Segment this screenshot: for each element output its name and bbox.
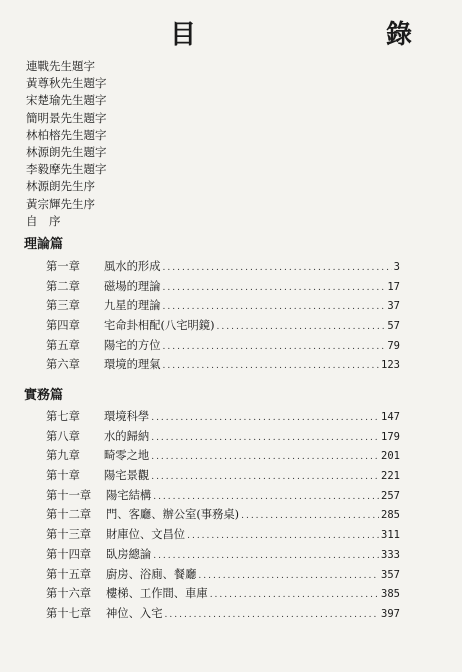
- page-number: 285: [381, 509, 400, 522]
- chapter-number: 第十一章: [46, 488, 92, 502]
- toc-entry[interactable]: [46, 506, 400, 526]
- toc-entry[interactable]: [46, 297, 400, 317]
- leader-dots: [163, 263, 392, 273]
- page-number: 201: [381, 450, 400, 463]
- toc-entry[interactable]: [46, 605, 400, 625]
- page-number: 79: [387, 339, 400, 352]
- chapter-number: 第十五章: [46, 567, 92, 581]
- chapter-title: 九星的理論: [104, 299, 161, 313]
- front-matter-item: 林柏榕先生題字: [26, 127, 107, 142]
- toc-entry[interactable]: [46, 258, 400, 278]
- chapter-number: 第六章: [46, 358, 80, 372]
- page-number: 257: [381, 489, 400, 502]
- page-number: 357: [381, 568, 400, 581]
- page-number: 333: [381, 548, 400, 561]
- leader-dots: [151, 472, 379, 482]
- chapter-number: 第十四章: [46, 547, 92, 561]
- leader-dots: [151, 433, 379, 443]
- leader-dots: [153, 492, 379, 502]
- toc-entry[interactable]: [46, 467, 400, 487]
- chapter-number: 第十章: [46, 469, 80, 483]
- leader-dots: [163, 342, 386, 352]
- chapter-number: 第三章: [46, 299, 80, 313]
- leader-dots: [151, 413, 379, 423]
- leader-dots: [151, 452, 379, 462]
- toc-entry[interactable]: [46, 546, 400, 566]
- chapter-title: 樓梯、工作間、車庫: [106, 587, 208, 601]
- toc-entry[interactable]: [46, 278, 400, 298]
- front-matter-item: 林源朗先生序: [26, 179, 95, 194]
- chapter-title: 神位、入宅: [106, 606, 163, 620]
- page-number: 221: [381, 470, 400, 483]
- leader-dots: [198, 571, 379, 581]
- front-matter-item: 自 序: [26, 213, 61, 228]
- page-number: 37: [387, 300, 400, 313]
- page-number: 147: [381, 411, 400, 423]
- chapter-title: 環境的理氣: [104, 358, 161, 372]
- page-title: 目 錄: [170, 20, 459, 50]
- chapter-title: 臥房總論: [106, 547, 152, 561]
- page-number: 123: [381, 359, 400, 372]
- chapter-title: 畸零之地: [104, 449, 150, 463]
- toc-entry[interactable]: [46, 566, 400, 586]
- chapter-number: 第十七章: [46, 606, 92, 620]
- chapter-title: 磁場的理論: [104, 279, 161, 293]
- page-number: 17: [387, 280, 400, 293]
- leader-dots: [153, 551, 379, 561]
- section-heading-theory: 理論篇: [24, 237, 64, 252]
- toc-list-theory: [46, 258, 400, 376]
- page-number: 57: [387, 320, 400, 333]
- toc-entry[interactable]: [46, 487, 400, 507]
- chapter-number: 第七章: [46, 410, 80, 423]
- front-matter-item: 簡明景先生題字: [26, 110, 107, 125]
- page-number: 397: [381, 607, 400, 620]
- front-matter-item: 黃宗輝先生序: [26, 196, 95, 211]
- toc-entry[interactable]: [46, 585, 400, 605]
- toc-entry[interactable]: [46, 337, 400, 357]
- chapter-number: 第四章: [46, 319, 80, 333]
- chapter-number: 第十二章: [46, 508, 92, 522]
- chapter-title: 風水的形成: [104, 260, 161, 273]
- page-number: 179: [381, 430, 400, 443]
- chapter-title: 陽宅結構: [106, 488, 152, 502]
- front-matter-item: 黃尊秋先生題字: [26, 76, 107, 91]
- chapter-title: 陽宅的方位: [104, 338, 161, 352]
- leader-dots: [187, 531, 379, 541]
- chapter-title: 環境科學: [104, 410, 150, 423]
- chapter-title: 陽宅景觀: [104, 469, 150, 483]
- toc-entry[interactable]: [46, 408, 400, 428]
- chapter-number: 第十三章: [46, 528, 92, 542]
- chapter-number: 第二章: [46, 279, 80, 293]
- front-matter-item: 李毅摩先生題字: [26, 162, 107, 177]
- chapter-title: 廚房、浴廁、餐廳: [106, 567, 197, 581]
- page-number: 3: [393, 261, 400, 273]
- chapter-title: 宅命卦相配(八宅明鏡): [104, 319, 215, 333]
- toc-entry[interactable]: [46, 317, 400, 337]
- front-matter-list: [26, 58, 107, 230]
- chapter-number: 第十六章: [46, 587, 92, 601]
- chapter-number: 第一章: [46, 260, 80, 273]
- chapter-number: 第五章: [46, 338, 80, 352]
- toc-entry[interactable]: [46, 428, 400, 448]
- front-matter-item: 林源朗先生題字: [26, 145, 107, 160]
- toc-entry[interactable]: [46, 447, 400, 467]
- chapter-number: 第八章: [46, 429, 80, 443]
- leader-dots: [165, 610, 380, 620]
- leader-dots: [217, 322, 386, 332]
- chapter-title: 門、客廳、辦公室(事務桌): [106, 508, 240, 522]
- chapter-number: 第九章: [46, 449, 80, 463]
- page-number: 311: [381, 529, 400, 542]
- front-matter-item: 宋楚瑜先生題字: [26, 93, 107, 108]
- section-heading-practice: 實務篇: [24, 388, 64, 403]
- leader-dots: [210, 590, 379, 600]
- page-number: 385: [381, 588, 400, 601]
- leader-dots: [163, 361, 380, 371]
- chapter-title: 水的歸納: [104, 429, 150, 443]
- toc-list-practice: [46, 408, 400, 625]
- leader-dots: [163, 283, 386, 293]
- leader-dots: [163, 302, 386, 312]
- toc-entry[interactable]: [46, 356, 400, 376]
- chapter-title: 財庫位、文昌位: [106, 528, 186, 542]
- leader-dots: [241, 511, 379, 521]
- front-matter-item: 連戰先生題字: [26, 59, 95, 73]
- toc-entry[interactable]: [46, 526, 400, 546]
